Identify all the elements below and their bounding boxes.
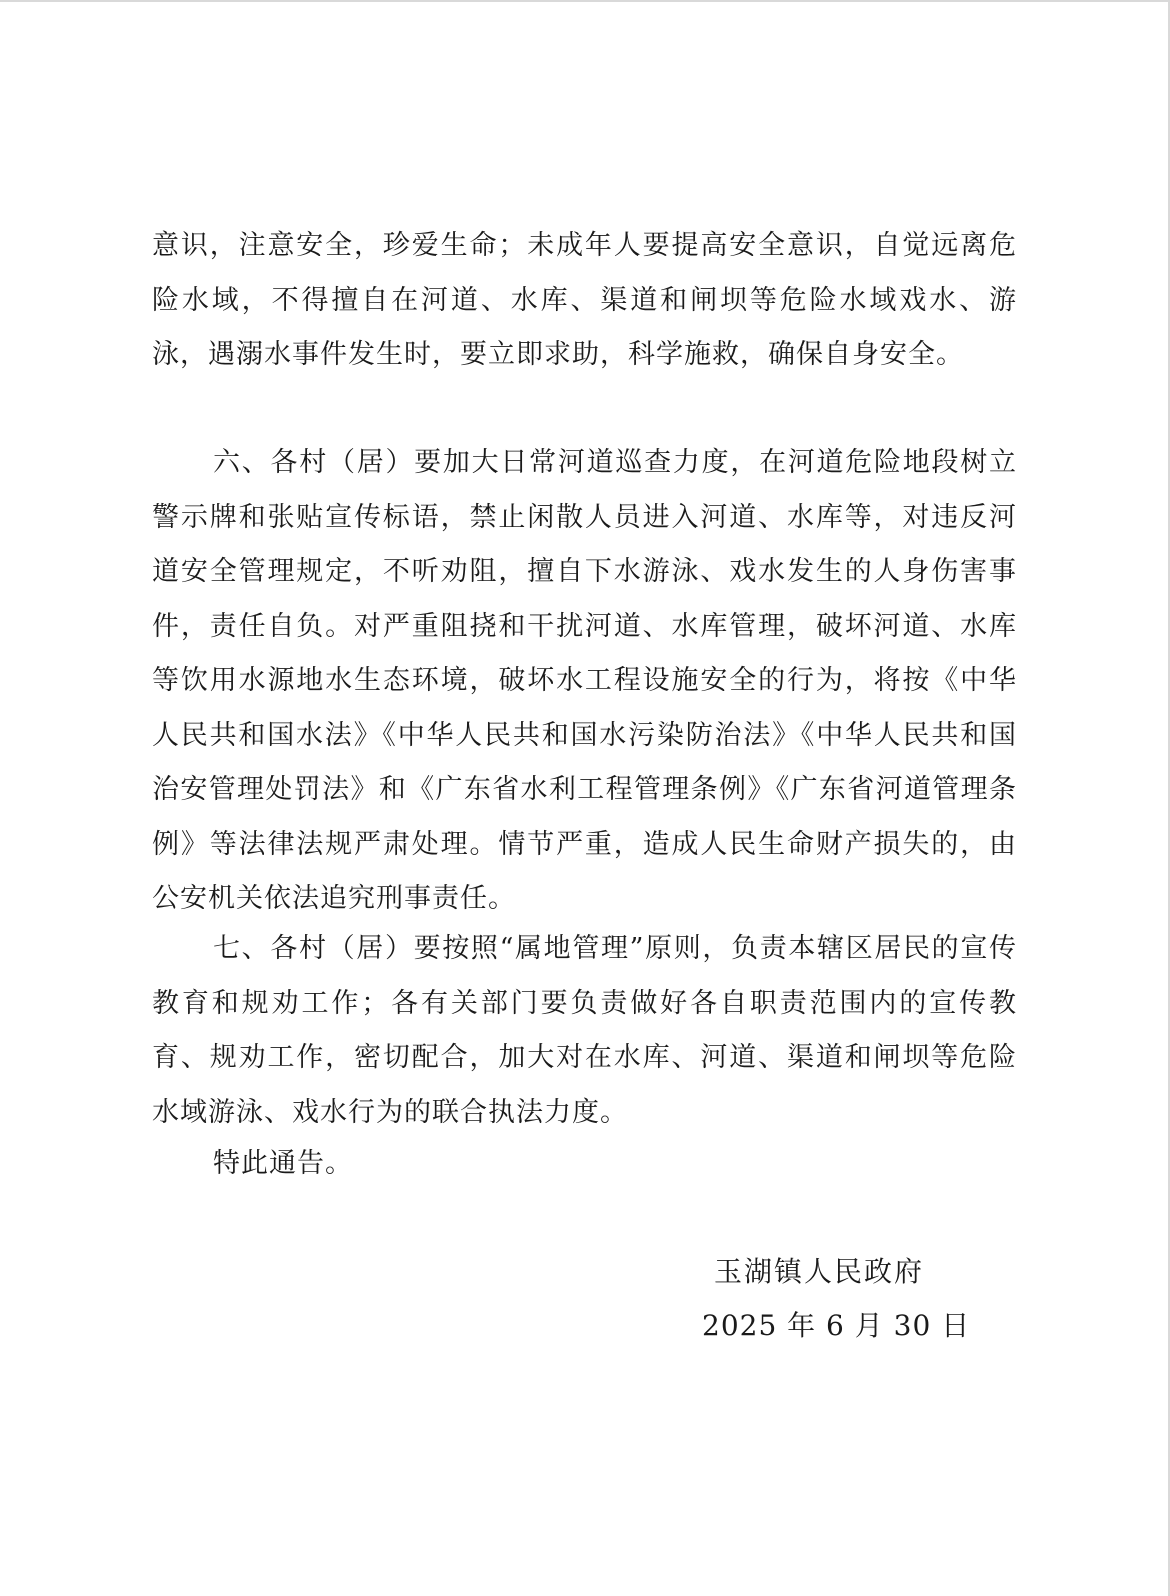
paragraph-safety-awareness: 意识，注意安全，珍爱生命；未成年人要提高安全意识，自觉远离危险水域，不得擅自在河道、水库、渠道和闸坝等危险水域戏水、游泳，遇溺水事件发生时，要立即求助，科学施救，确保自身安全。: [152, 230, 1017, 370]
paragraph-item-seven: 七、各村（居）要按照“属地管理”原则，负责本辖区居民的宣传教育和规劝工作；各有关部门要负责做好各自职责范围内的宣传教育、规劝工作，密切配合，加大对在水库、河道、渠道和闸坝等危险水域游泳、戏水行为的联合执法力度。: [152, 933, 1017, 1128]
paragraph-item-six: 六、各村（居）要加大日常河道巡查力度，在河道危险地段树立警示牌和张贴宣传标语，禁止闲散人员进入河道、水库等，对违反河道安全管理规定，不听劝阻，擅自下水游泳、戏水发生的人身伤害事件，责任自负。对严重阻挠和干扰河道、水库管理，破坏河道、水库等饮用水源地水生态环境，破坏水工程设施安全的行为，将按《中华人民共和国水法》《中华人民共和国水污染防治法》《中华人民共和国治安管理处罚法》和《广东省水利工程管理条例》《广东省河道管理条例》等法律法规严肃处理。情节严重，造成人民生命财产损失的，由公安机关依法追究刑事责任。: [152, 447, 1017, 914]
issuer-signature: 玉湖镇人民政府: [714, 1255, 925, 1288]
issue-date: 2025 年 6 月 30 日: [702, 1309, 971, 1342]
closing-statement: 特此通告。: [213, 1148, 353, 1179]
